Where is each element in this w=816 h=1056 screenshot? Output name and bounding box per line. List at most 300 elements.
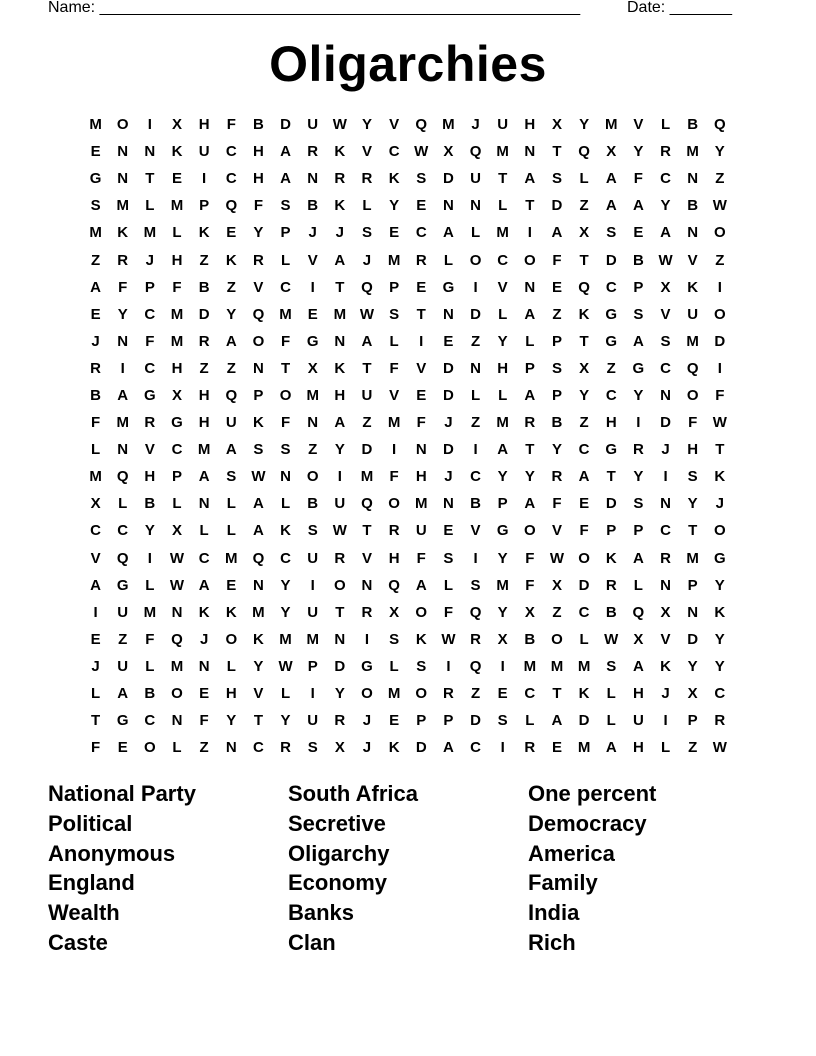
grid-letter: P xyxy=(389,278,400,296)
grid-letter: I xyxy=(310,685,315,703)
grid-letter: T xyxy=(280,359,291,377)
grid-letter: F xyxy=(525,549,535,567)
grid-letter: X xyxy=(660,603,671,621)
grid-letter: Z xyxy=(199,251,209,269)
grid-letter: F xyxy=(172,278,182,296)
grid-letter: U xyxy=(497,116,509,134)
grid-row xyxy=(82,490,733,517)
grid-letter: R xyxy=(660,549,671,567)
grid-letter: A xyxy=(361,332,373,350)
grid-row xyxy=(82,545,733,572)
grid-letter: W xyxy=(712,197,727,215)
grid-letter: L xyxy=(606,685,616,703)
grid-letter: H xyxy=(334,386,346,404)
grid-letter: T xyxy=(362,522,372,540)
grid-letter: M xyxy=(170,305,184,323)
grid-letter: S xyxy=(606,657,617,675)
grid-letter: L xyxy=(443,251,453,269)
grid-letter: O xyxy=(551,630,563,648)
grid-letter: Z xyxy=(552,305,562,323)
grid-letter: A xyxy=(605,170,617,188)
grid-letter: A xyxy=(551,712,563,730)
grid-letter: A xyxy=(524,305,536,323)
grid-letter: T xyxy=(362,359,372,377)
grid-letter: A xyxy=(334,414,346,432)
grid-letter: H xyxy=(632,685,644,703)
grid-letter: R xyxy=(117,251,129,269)
grid-letter: M xyxy=(116,197,129,215)
grid-letter: Q xyxy=(225,197,238,215)
grid-letter: Q xyxy=(469,657,482,675)
grid-letter: T xyxy=(145,170,155,188)
grid-letter: D xyxy=(442,170,454,188)
grid-letter: C xyxy=(497,251,509,269)
grid-letter: M xyxy=(577,657,591,675)
grid-letter: R xyxy=(361,603,373,621)
grid-letter: S xyxy=(389,305,400,323)
grid-letter: K xyxy=(225,603,237,621)
grid-letter: U xyxy=(307,712,319,730)
grid-letter: M xyxy=(496,414,509,432)
grid-letter: A xyxy=(578,468,590,486)
grid-letter: N xyxy=(687,170,699,188)
grid-letter: X xyxy=(524,603,535,621)
grid-letter: Q xyxy=(225,386,238,404)
grid-letter: M xyxy=(387,251,401,269)
grid-letter: M xyxy=(116,414,129,432)
grid-letter: R xyxy=(442,685,454,703)
grid-letter: D xyxy=(660,414,671,432)
grid-letter: P xyxy=(687,576,698,594)
grid-letter: Z xyxy=(470,332,481,350)
grid-letter: N xyxy=(171,712,183,730)
grid-letter: K xyxy=(578,685,590,703)
grid-letter: K xyxy=(334,197,346,215)
grid-letter: P xyxy=(171,468,182,486)
grid-letter: V xyxy=(416,359,427,377)
grid-letter: M xyxy=(496,224,509,242)
grid-letter: C xyxy=(470,468,481,486)
grid-letter: S xyxy=(253,441,264,459)
grid-letter: C xyxy=(144,712,156,730)
grid-letter: V xyxy=(687,251,698,269)
grid-letter: F xyxy=(633,170,643,188)
grid-letter: E xyxy=(171,170,182,188)
grid-letter: A xyxy=(442,739,454,757)
grid-letter: U xyxy=(117,603,129,621)
grid-letter: A xyxy=(632,332,644,350)
word-list-item: Wealth xyxy=(48,900,120,926)
grid-letter: P xyxy=(443,712,454,730)
grid-letter: L xyxy=(389,657,399,675)
grid-letter: Z xyxy=(226,278,236,296)
grid-letter: G xyxy=(89,170,102,188)
grid-letter: J xyxy=(145,251,155,269)
grid-letter: S xyxy=(551,359,562,377)
grid-letter: S xyxy=(226,468,237,486)
grid-letter: T xyxy=(688,522,698,540)
grid-letter: A xyxy=(225,441,237,459)
grid-letter: G xyxy=(496,522,509,540)
grid-row xyxy=(82,463,733,490)
grid-letter: N xyxy=(307,170,319,188)
word-list-item: Caste xyxy=(48,929,108,955)
grid-letter: F xyxy=(552,495,562,513)
grid-letter: W xyxy=(712,739,727,757)
grid-letter: L xyxy=(633,576,643,594)
grid-letter: F xyxy=(715,386,725,404)
grid-letter: N xyxy=(252,359,264,377)
grid-letter: F xyxy=(118,278,128,296)
grid-letter: F xyxy=(552,251,562,269)
grid-letter: Y xyxy=(497,549,508,567)
grid-letter: V xyxy=(144,441,155,459)
grid-letter: Y xyxy=(280,576,291,594)
grid-letter: N xyxy=(280,468,291,486)
word-bank xyxy=(48,779,788,958)
grid-letter: K xyxy=(198,224,210,242)
grid-letter: R xyxy=(144,414,156,432)
grid-letter: Z xyxy=(226,359,236,377)
grid-letter: M xyxy=(143,603,157,621)
grid-letter: Q xyxy=(252,305,265,323)
grid-letter: F xyxy=(280,414,291,432)
grid-letter: K xyxy=(334,143,346,161)
grid-letter: N xyxy=(470,197,481,215)
grid-letter: B xyxy=(144,495,156,513)
grid-letter: V xyxy=(660,305,671,323)
grid-letter: A xyxy=(334,251,346,269)
grid-letter: R xyxy=(551,468,563,486)
grid-letter: B xyxy=(144,685,156,703)
grid-letter: A xyxy=(198,468,210,486)
grid-letter: O xyxy=(388,495,400,513)
grid-letter: A xyxy=(524,386,536,404)
grid-letter: O xyxy=(713,224,726,242)
grid-row xyxy=(82,707,733,734)
grid-letter: U xyxy=(470,170,481,188)
grid-letter: N xyxy=(252,576,264,594)
grid-letter: M xyxy=(360,468,374,486)
grid-letter: E xyxy=(416,386,427,404)
grid-letter: X xyxy=(579,224,590,242)
grid-letter: B xyxy=(605,603,617,621)
grid-letter: C xyxy=(198,549,210,567)
grid-letter: U xyxy=(361,386,373,404)
grid-letter: M xyxy=(550,657,564,675)
grid-letter: N xyxy=(117,332,129,350)
grid-letter: P xyxy=(497,495,508,513)
grid-letter: H xyxy=(252,143,264,161)
grid-letter: Q xyxy=(388,576,400,594)
grid-letter: I xyxy=(473,441,478,459)
grid-letter: F xyxy=(145,630,155,648)
grid-letter: I xyxy=(120,359,125,377)
grid-letter: L xyxy=(660,116,671,134)
grid-letter: N xyxy=(117,143,129,161)
grid-letter: X xyxy=(497,630,508,648)
grid-letter: Q xyxy=(469,143,482,161)
grid-letter: R xyxy=(524,414,536,432)
grid-letter: L xyxy=(90,685,101,703)
grid-letter: F xyxy=(688,414,698,432)
grid-row xyxy=(82,111,733,138)
grid-letter: Q xyxy=(578,278,590,296)
grid-letter: R xyxy=(470,630,481,648)
grid-letter: Y xyxy=(253,657,264,675)
grid-letter: B xyxy=(632,251,644,269)
grid-letter: P xyxy=(633,278,644,296)
grid-row xyxy=(82,274,733,301)
grid-letter: S xyxy=(633,305,644,323)
grid-letter: B xyxy=(90,386,101,404)
grid-letter: D xyxy=(714,332,726,350)
grid-letter: U xyxy=(225,414,237,432)
grid-letter: G xyxy=(605,441,618,459)
grid-letter: O xyxy=(252,332,265,350)
grid-letter: R xyxy=(632,441,644,459)
grid-letter: O xyxy=(713,305,726,323)
grid-letter: N xyxy=(415,441,427,459)
grid-letter: C xyxy=(117,522,129,540)
grid-letter: L xyxy=(145,576,155,594)
grid-letter: T xyxy=(579,251,589,269)
grid-row xyxy=(82,680,733,707)
grid-letter: K xyxy=(198,603,210,621)
grid-letter: P xyxy=(144,278,155,296)
grid-letter: E xyxy=(90,143,101,161)
grid-letter: E xyxy=(579,495,590,513)
grid-letter: U xyxy=(632,712,644,730)
grid-letter: V xyxy=(90,549,101,567)
grid-letter: U xyxy=(198,143,210,161)
word-list-item: Oligarchy xyxy=(288,840,390,866)
grid-letter: R xyxy=(415,251,427,269)
grid-letter: H xyxy=(388,549,400,567)
grid-letter: I xyxy=(392,441,397,459)
grid-letter: Y xyxy=(714,657,725,675)
grid-letter: L xyxy=(525,332,535,350)
grid-letter: M xyxy=(306,630,319,648)
grid-letter: P xyxy=(524,359,535,377)
grid-letter: L xyxy=(145,197,155,215)
grid-letter: M xyxy=(686,549,699,567)
grid-letter: Y xyxy=(687,657,698,675)
grid-letter: B xyxy=(470,495,481,513)
grid-letter: N xyxy=(198,495,210,513)
grid-letter: G xyxy=(116,712,129,730)
grid-letter: R xyxy=(660,143,671,161)
grid-letter: L xyxy=(118,495,128,513)
grid-letter: O xyxy=(686,386,699,404)
grid-letter: L xyxy=(199,522,209,540)
grid-letter: Z xyxy=(118,630,128,648)
grid-letter: M xyxy=(496,143,509,161)
grid-row xyxy=(82,219,733,246)
grid-letter: W xyxy=(441,630,456,648)
grid-letter: H xyxy=(171,251,183,269)
grid-letter: M xyxy=(604,116,618,134)
grid-letter: V xyxy=(253,278,264,296)
grid-letter: T xyxy=(579,332,589,350)
grid-letter: J xyxy=(335,224,344,242)
grid-letter: Y xyxy=(497,603,508,621)
grid-letter: D xyxy=(578,712,590,730)
grid-letter: L xyxy=(389,332,399,350)
grid-letter: A xyxy=(632,549,644,567)
grid-letter: M xyxy=(170,332,184,350)
grid-letter: M xyxy=(387,414,401,432)
grid-letter: Y xyxy=(497,332,508,350)
grid-row xyxy=(82,599,733,626)
grid-letter: V xyxy=(361,143,372,161)
grid-letter: C xyxy=(144,305,156,323)
grid-letter: C xyxy=(660,359,671,377)
grid-letter: N xyxy=(334,332,346,350)
grid-letter: S xyxy=(280,441,291,459)
grid-letter: N xyxy=(470,359,481,377)
grid-letter: Q xyxy=(415,116,428,134)
grid-letter: M xyxy=(143,224,157,242)
grid-letter: S xyxy=(470,576,481,594)
grid-letter: O xyxy=(415,603,428,621)
grid-letter: O xyxy=(144,739,156,757)
grid-letter: D xyxy=(442,359,454,377)
grid-letter: D xyxy=(470,712,481,730)
grid-letter: B xyxy=(687,116,699,134)
grid-letter: I xyxy=(446,657,451,675)
grid-letter: T xyxy=(552,143,562,161)
grid-letter: W xyxy=(604,630,619,648)
grid-letter: I xyxy=(93,603,98,621)
grid-letter: A xyxy=(660,224,671,242)
grid-letter: Y xyxy=(633,386,644,404)
grid-letter: I xyxy=(147,116,152,134)
grid-letter: V xyxy=(361,549,372,567)
grid-letter: T xyxy=(416,305,426,323)
grid-letter: Y xyxy=(714,576,725,594)
grid-letter: I xyxy=(473,549,478,567)
grid-letter: M xyxy=(387,685,401,703)
grid-letter: F xyxy=(443,603,453,621)
grid-letter: Z xyxy=(606,359,616,377)
grid-letter: Z xyxy=(470,685,481,703)
grid-letter: F xyxy=(145,332,155,350)
word-list-item: One percent xyxy=(528,781,657,806)
grid-letter: J xyxy=(362,251,372,269)
grid-letter: K xyxy=(714,603,726,621)
grid-letter: J xyxy=(362,712,372,730)
grid-letter: Y xyxy=(334,441,345,459)
grid-letter: C xyxy=(524,685,536,703)
grid-letter: Y xyxy=(389,197,400,215)
grid-letter: Y xyxy=(253,224,264,242)
grid-letter: K xyxy=(714,468,726,486)
grid-letter: S xyxy=(660,332,671,350)
grid-letter: J xyxy=(199,630,209,648)
grid-letter: W xyxy=(251,468,266,486)
grid-letter: X xyxy=(171,116,182,134)
grid-letter: A xyxy=(442,224,454,242)
grid-letter: T xyxy=(90,712,101,730)
grid-letter: U xyxy=(307,116,319,134)
grid-letter: N xyxy=(144,143,156,161)
grid-letter: I xyxy=(364,630,370,648)
grid-letter: Z xyxy=(199,359,209,377)
grid-letter: A xyxy=(252,522,264,540)
grid-letter: C xyxy=(225,143,237,161)
grid-letter: K xyxy=(578,305,590,323)
grid-letter: D xyxy=(442,441,454,459)
grid-letter: F xyxy=(416,414,426,432)
grid-letter: X xyxy=(687,685,698,703)
grid-letter: G xyxy=(632,359,645,377)
grid-letter: E xyxy=(551,278,562,296)
grid-letter: D xyxy=(578,576,590,594)
grid-letter: N xyxy=(524,143,536,161)
grid-row xyxy=(82,409,733,436)
grid-letter: N xyxy=(442,305,454,323)
grid-letter: L xyxy=(280,251,291,269)
grid-letter: R xyxy=(361,170,373,188)
grid-letter: I xyxy=(500,739,505,757)
grid-letter: U xyxy=(687,305,699,323)
word-list-item: Rich xyxy=(528,929,576,955)
grid-letter: L xyxy=(443,576,453,594)
grid-letter: Q xyxy=(578,143,590,161)
grid-letter: Y xyxy=(579,116,590,134)
grid-letter: H xyxy=(198,116,210,134)
grid-letter: S xyxy=(606,224,617,242)
grid-letter: S xyxy=(280,197,291,215)
grid-letter: N xyxy=(660,576,671,594)
grid-letter: I xyxy=(663,712,668,730)
grid-letter: X xyxy=(307,359,318,377)
grid-letter: G xyxy=(116,576,129,594)
grid-letter: C xyxy=(714,685,726,703)
grid-row xyxy=(82,355,733,382)
grid-letter: Q xyxy=(632,603,645,621)
grid-row xyxy=(82,734,733,761)
grid-letter: J xyxy=(661,685,670,703)
grid-letter: F xyxy=(416,549,426,567)
grid-letter: O xyxy=(523,522,536,540)
grid-letter: S xyxy=(307,739,318,757)
grid-letter: X xyxy=(443,143,454,161)
grid-letter: O xyxy=(279,386,292,404)
grid-letter: M xyxy=(170,197,184,215)
grid-letter: A xyxy=(225,332,237,350)
grid-letter: Y xyxy=(633,468,644,486)
grid-letter: H xyxy=(198,386,210,404)
grid-letter: E xyxy=(117,739,128,757)
grid-letter: E xyxy=(443,332,454,350)
grid-letter: O xyxy=(713,522,726,540)
grid-letter: G xyxy=(713,549,726,567)
grid-letter: C xyxy=(171,441,183,459)
grid-letter: A xyxy=(605,739,617,757)
grid-letter: Z xyxy=(579,197,589,215)
grid-letter: L xyxy=(280,685,291,703)
grid-letter: M xyxy=(686,143,699,161)
grid-letter: D xyxy=(198,305,210,323)
grid-letter: R xyxy=(524,739,536,757)
word-list-item: England xyxy=(48,870,135,896)
grid-letter: R xyxy=(334,549,346,567)
word-list-item: Banks xyxy=(288,900,355,926)
grid-letter: Q xyxy=(116,468,129,486)
grid-letter: X xyxy=(606,143,617,161)
